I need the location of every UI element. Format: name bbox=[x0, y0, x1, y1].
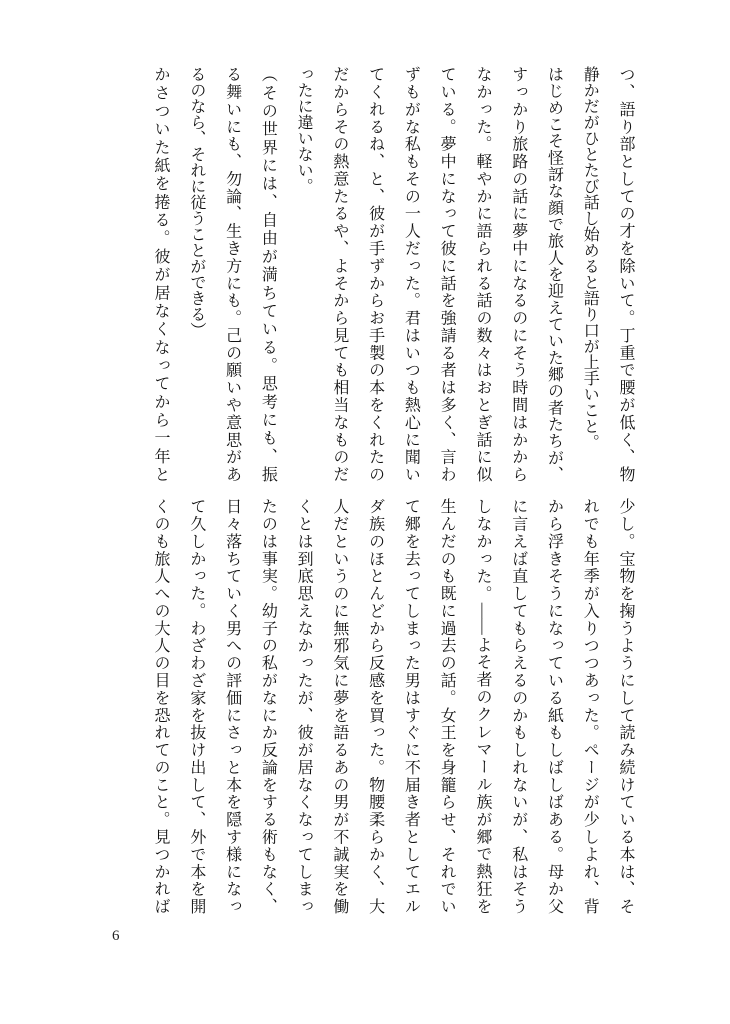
text-column: （その世界には、自由が満ちている。思考にも、振 bbox=[259, 66, 277, 482]
text-column: てくれるね、と、彼が手ずからお手製の本をくれたの bbox=[366, 66, 384, 482]
text-column: る舞いにも、勿論、生き方にも。己の願いや意思があ bbox=[223, 66, 241, 482]
text-column: 静かだがひとたび話し始めると語り口が上手いこと。 bbox=[581, 66, 599, 450]
text-column: るのなら、それに従うことができる） bbox=[187, 66, 205, 338]
text-column: すっかり旅路の話に夢中になるのにそう時間はかから bbox=[509, 66, 527, 482]
text-column: に言えば直してもらえるのかもしれないが、私はそう bbox=[509, 498, 527, 914]
text-column: れでも年季が入りつつあった。ページが少しよれ、背 bbox=[581, 498, 599, 914]
text-column: たのは事実。幼子の私がなにか反論をする術もなく、 bbox=[259, 498, 277, 914]
text-column: 少し。宝物を掬うようにして読み続けている本は、そ bbox=[617, 498, 634, 914]
text-column: ったに違いない。 bbox=[295, 66, 313, 194]
text-column: かさついた紙を捲る。彼が居なくなってから一年と bbox=[152, 66, 170, 482]
text-column: だからその熱意たるや、よそから見ても相当なものだ bbox=[330, 66, 348, 482]
text-column: くとは到底思えなかったが、彼が居なくなってしまっ bbox=[295, 498, 313, 914]
page-number: 6 bbox=[112, 928, 120, 944]
upper-text-block bbox=[142, 66, 643, 482]
text-column: 日々落ちていく男への評価にさっと本を隠す様になっ bbox=[223, 498, 241, 914]
text-column: なかった。軽やかに語られる話の数々はおとぎ話に似 bbox=[473, 66, 491, 482]
text-column: はじめこそ怪訝な顔で旅人を迎えていた郷の者たちが、 bbox=[545, 66, 563, 482]
text-column: て郷を去ってしまった男はすぐに不届き者としてエル bbox=[402, 498, 420, 914]
text-column: から浮きそうになっている紙もしばしばある。母か父 bbox=[545, 498, 563, 914]
text-column: 人だというのに無邪気に夢を語るあの男が不誠実を働 bbox=[330, 498, 348, 914]
text-column: て久しかった。わざわざ家を抜け出して、外で本を開 bbox=[187, 498, 205, 914]
text-column: 生んだのも既に過去の話。女王を身籠らせ、それでい bbox=[438, 498, 456, 914]
text-column: くのも旅人への大人の目を恐れてのこと。見つかれば bbox=[152, 498, 170, 914]
text-column: ている。夢中になって彼に話を強請る者は多く、言わ bbox=[438, 66, 456, 482]
text-column: ダ族のほとんどから反感を買った。物腰柔らかく、大 bbox=[366, 498, 384, 914]
lower-text-block bbox=[142, 498, 643, 914]
text-column: しなかった。——よそ者のクレマール族が郷で熱狂を bbox=[473, 498, 491, 914]
text-column: つ、語り部としての才を除いて。丁重で腰が低く、物 bbox=[617, 66, 634, 482]
text-column: ずもがな私もその一人だった。君はいつも熱心に聞い bbox=[402, 66, 420, 482]
